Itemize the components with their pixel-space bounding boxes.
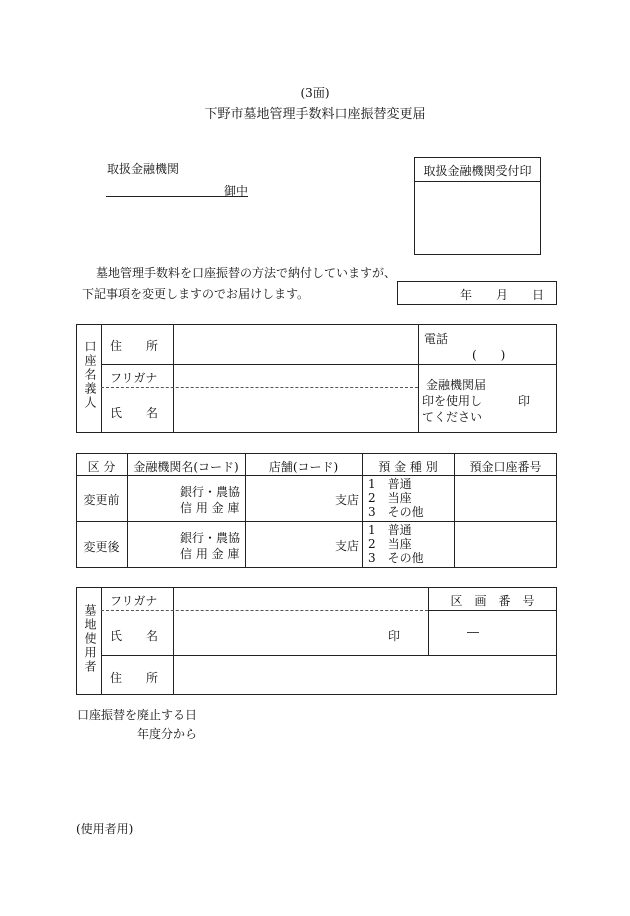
row-after-type-1: 1 普通 <box>368 523 412 537</box>
user-side-label: 墓地使用者 <box>83 604 97 674</box>
user-row-line <box>101 655 557 656</box>
row-before-bank-line2: 信 用 金 庫 <box>180 501 240 515</box>
institution-label: 取扱金融機関 <box>107 162 180 176</box>
abolish-suffix: 年度分から <box>137 727 198 741</box>
row-before-type-3: 3 その他 <box>368 505 424 519</box>
row-before-bank-line1: 銀行・農協 <box>180 485 241 499</box>
holder-divider <box>101 324 102 433</box>
seal-note-line1: 金融機関届 <box>426 378 487 392</box>
page-label: (3面) <box>300 86 330 100</box>
holder-dashed-line <box>101 387 418 388</box>
holder-divider <box>418 324 419 433</box>
col-header-category: 区 分 <box>87 460 116 474</box>
addressee-label: 御中 <box>224 184 249 198</box>
col-header-branch: 店舗(コード) <box>268 460 339 474</box>
holder-name-label: 氏 名 <box>110 406 159 420</box>
holder-divider <box>173 324 174 433</box>
plot-number-label: 区 画 番 号 <box>450 594 535 608</box>
seal-note-line3: てください <box>422 410 483 424</box>
form-title: 下野市墓地管理手数料口座振替変更届 <box>204 107 426 122</box>
user-divider <box>173 587 174 695</box>
stamp-box-label: 取扱金融機関受付印 <box>423 164 532 178</box>
date-text: 年 月 日 <box>460 288 545 302</box>
row-after-category: 変更後 <box>83 540 120 554</box>
row-after-bank-line1: 銀行・農協 <box>180 531 241 545</box>
row-after-type-2: 2 当座 <box>368 537 412 551</box>
row-after-type-3: 3 その他 <box>368 551 424 565</box>
holder-row-line <box>101 364 557 365</box>
phone-label: 電話 <box>424 332 449 346</box>
user-divider <box>101 587 102 695</box>
holder-address-label: 住 所 <box>110 339 159 353</box>
abolish-label: 口座振替を廃止する日 <box>77 708 198 722</box>
phone-parens: ( ) <box>472 348 506 362</box>
seal-note-line2: 印を使用し 印 <box>422 394 531 408</box>
row-before-type-2: 2 当座 <box>368 491 412 505</box>
intro-line1: 墓地管理手数料を口座振替の方法で納付していますが、 <box>96 266 397 280</box>
user-address-label: 住 所 <box>110 671 159 685</box>
user-dashed-line <box>101 610 428 611</box>
col-header-deposit-type: 預 金 種 別 <box>378 460 438 474</box>
holder-furigana-label: フリガナ <box>110 371 158 385</box>
user-seal-mark: 印 <box>388 629 401 643</box>
col-header-bank: 金融機関名(コード) <box>133 460 239 474</box>
plot-number-value: ― <box>467 625 479 639</box>
footer-note: (使用者用) <box>76 822 134 836</box>
user-row-line <box>428 610 557 611</box>
holder-side-label: 口座名義人 <box>83 340 97 410</box>
row-after-branch: 支店 <box>335 539 360 553</box>
row-after-bank-line2: 信 用 金 庫 <box>180 547 240 561</box>
row-before-category: 変更前 <box>83 493 120 507</box>
row-before-type-1: 1 普通 <box>368 477 412 491</box>
col-header-account-number: 預金口座番号 <box>469 460 542 474</box>
table-row-line <box>76 521 557 522</box>
table-row-line <box>76 475 557 476</box>
user-furigana-label: フリガナ <box>110 594 158 608</box>
user-name-label: 氏 名 <box>110 629 159 643</box>
row-before-branch: 支店 <box>335 493 360 507</box>
intro-line2: 下記事項を変更しますのでお届けします。 <box>82 287 310 301</box>
stamp-box-divider <box>414 181 541 182</box>
